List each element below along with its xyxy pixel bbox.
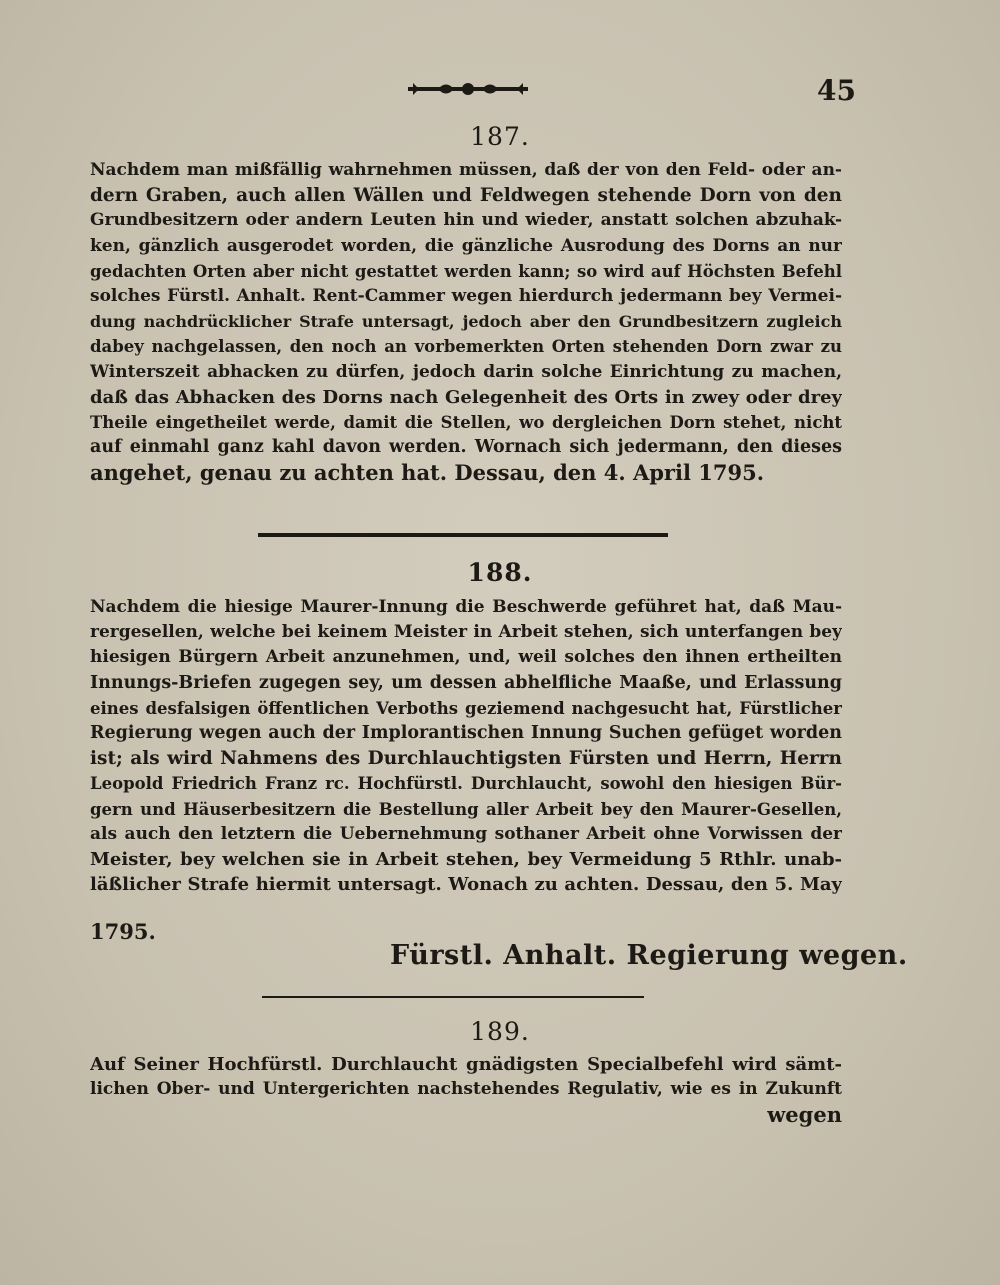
section-number: 188.	[467, 558, 533, 587]
section-number: 189.	[470, 1017, 530, 1046]
section-number: 187.	[470, 122, 530, 151]
text-line: dabey nachgelassen, den noch an vorbemerkten Orten stehenden Dorn zwar zu	[90, 337, 842, 357]
text-line: Innungs-Briefen zugegen sey, um dessen abhelfliche Maaße, und Erlassung	[90, 672, 842, 693]
section-divider	[258, 533, 668, 537]
text-line: läßlicher Strafe hiermit untersagt. Wonach zu achten. Dessau, den 5. May	[90, 874, 842, 896]
catchword: wegen	[767, 1102, 842, 1128]
text-line: Nachdem man mißfällig wahrnehmen müssen, daß der von den Feld- oder an-	[90, 160, 842, 180]
text-line: gedachten Orten aber nicht gestattet werden kann; so wird auf Höchsten Befehl	[90, 261, 842, 281]
text-line: eines desfalsigen öffentlichen Verboths geziemend nachgesucht hat, Fürstlicher	[90, 698, 842, 718]
text-line: lichen Ober- und Untergerichten nachstehendes Regulativ, wie es in Zukunft	[90, 1079, 842, 1100]
section-year: 1795.	[90, 919, 156, 944]
text-line: ken, gänzlich ausgerodet worden, die gänzliche Ausrodung des Dorns an nur	[90, 235, 842, 256]
signature-line: Fürstl. Anhalt. Regierung wegen.	[390, 940, 908, 971]
text-line: auf einmahl ganz kahl davon werden. Wornach sich jedermann, den dieses	[90, 437, 842, 458]
text-line: dung nachdrücklicher Strafe untersagt, jedoch aber den Grundbesitzern zugleich	[90, 312, 842, 332]
text-line: dern Graben, auch allen Wällen und Feldwegen stehende Dorn von den	[90, 185, 842, 207]
text-line: Auf Seiner Hochfürstl. Durchlaucht gnädigsten Specialbefehl wird sämt-	[90, 1054, 842, 1075]
text-line: Winterszeit abhacken zu dürfen, jedoch darin solche Einrichtung zu machen,	[90, 361, 842, 382]
page-number: 45	[817, 74, 856, 107]
text-line: Meister, bey welchen sie in Arbeit stehen, bey Vermeidung 5 Rthlr. unab-	[90, 849, 842, 871]
text-line: solches Fürstl. Anhalt. Rent-Cammer wegen hierdurch jedermann bey Vermei-	[90, 286, 842, 307]
text-line: Grundbesitzern oder andern Leuten hin und wieder, anstatt solchen abzuhak-	[90, 210, 842, 231]
section-text	[90, 158, 842, 486]
ornament-icon	[408, 80, 528, 98]
text-line: Leopold Friedrich Franz rc. Hochfürstl. Durchlaucht, sowohl den hiesigen Bür-	[90, 774, 842, 794]
text-line: rergesellen, welche bei keinem Meister in Arbeit stehen, sich unterfangen bey	[90, 622, 842, 643]
text-line: als auch den letztern die Uebernehmung sothaner Arbeit ohne Vorwissen der	[90, 823, 842, 844]
text-line: ist; als wird Nahmens des Durchlauchtigsten Fürsten und Herrn, Herrn	[90, 748, 842, 770]
text-line: Regierung wegen auch der Implorantischen Innung Suchen gefüget worden	[90, 723, 842, 744]
section-divider	[262, 996, 644, 998]
text-line: gern und Häuserbesitzern die Bestellung aller Arbeit bey den Maurer-Gesellen,	[90, 799, 842, 819]
text-line: Nachdem die hiesige Maurer-Innung die Beschwerde geführet hat, daß Mau-	[90, 597, 842, 617]
text-line: daß das Abhacken des Dorns nach Gelegenheit des Orts in zwey oder drey	[90, 386, 842, 408]
text-line: Theile eingetheilet werde, damit die Stellen, wo dergleichen Dorn stehet, nicht	[90, 413, 842, 433]
text-line: hiesigen Bürgern Arbeit anzunehmen, und, weil solches den ihnen ertheilten	[90, 647, 842, 668]
text-line: angehet, genau zu achten hat. Dessau, den 4. April 1795.	[90, 460, 765, 486]
section-text	[90, 595, 842, 897]
section-text	[90, 1052, 842, 1128]
